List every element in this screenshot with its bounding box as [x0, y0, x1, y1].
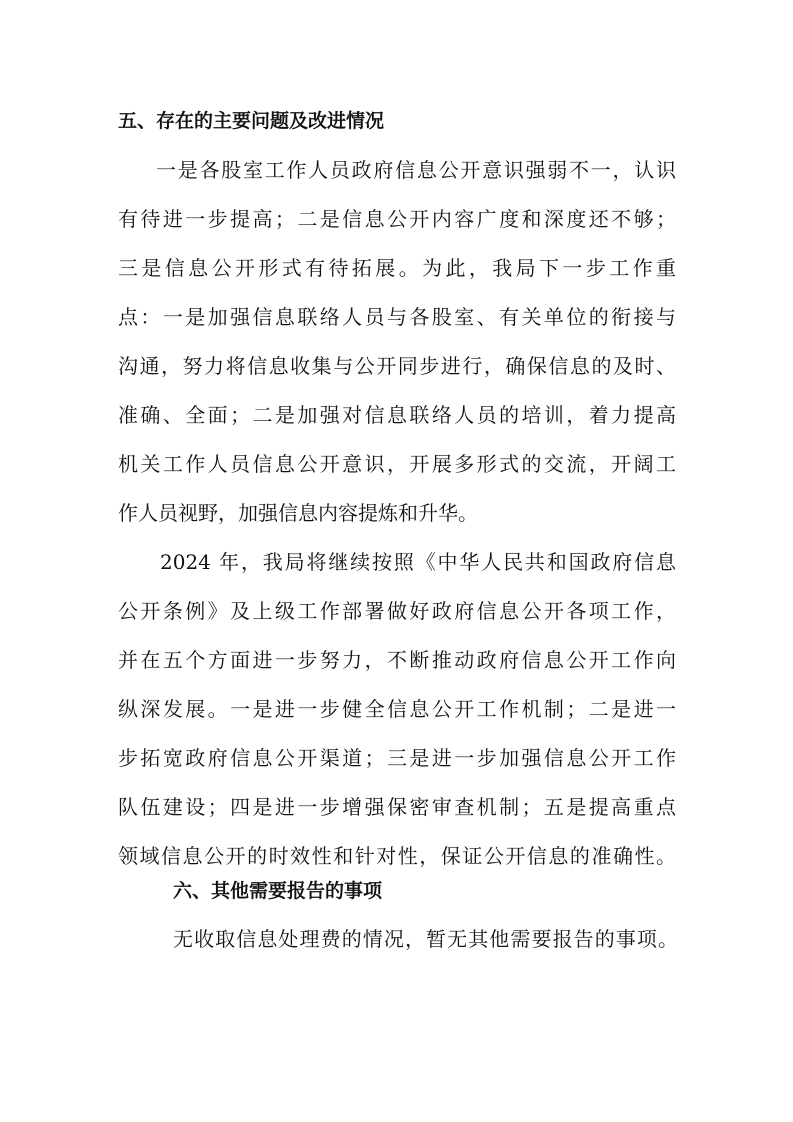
section-5-heading: 五、存在的主要问题及改进情况 [118, 110, 385, 132]
paragraph-line: 2024 年，我局将继续按照《中华人民共和国政府信息 [160, 550, 676, 574]
paragraph-line: 公开条例》及上级工作部署做好政府信息公开各项工作， [118, 599, 676, 623]
paragraph-line: 有待进一步提高；二是信息公开内容广度和深度还不够； [118, 207, 676, 231]
paragraph-line: 步拓宽政府信息公开渠道；三是进一步加强信息公开工作 [118, 746, 676, 770]
paragraph-line: 队伍建设；四是进一步增强保密审查机制；五是提高重点 [118, 795, 676, 819]
paragraph-line: 一是各股室工作人员政府信息公开意识强弱不一，认识 [156, 158, 676, 182]
paragraph-line: 并在五个方面进一步努力，不断推动政府信息公开工作向 [118, 648, 676, 672]
paragraph-line: 无收取信息处理费的情况，暂无其他需要报告的事项。 [173, 927, 678, 951]
paragraph-line: 作人员视野，加强信息内容提炼和升华。 [118, 501, 478, 525]
paragraph-line: 准确、全面；二是加强对信息联络人员的培训，着力提高 [118, 403, 676, 427]
section-6-heading: 六、其他需要报告的事项 [173, 880, 383, 902]
paragraph-line: 三是信息公开形式有待拓展。为此，我局下一步工作重 [118, 256, 676, 280]
paragraph-line: 沟通，努力将信息收集与公开同步进行，确保信息的及时、 [118, 354, 676, 378]
paragraph-line: 领域信息公开的时效性和针对性，保证公开信息的准确性。 [118, 844, 676, 868]
paragraph-line: 纵深发展。一是进一步健全信息公开工作机制；二是进一 [118, 697, 676, 721]
paragraph-line: 点：一是加强信息联络人员与各股室、有关单位的衔接与 [118, 305, 676, 329]
paragraph-line: 机关工作人员信息公开意识，开展多形式的交流，开阔工 [118, 452, 676, 476]
